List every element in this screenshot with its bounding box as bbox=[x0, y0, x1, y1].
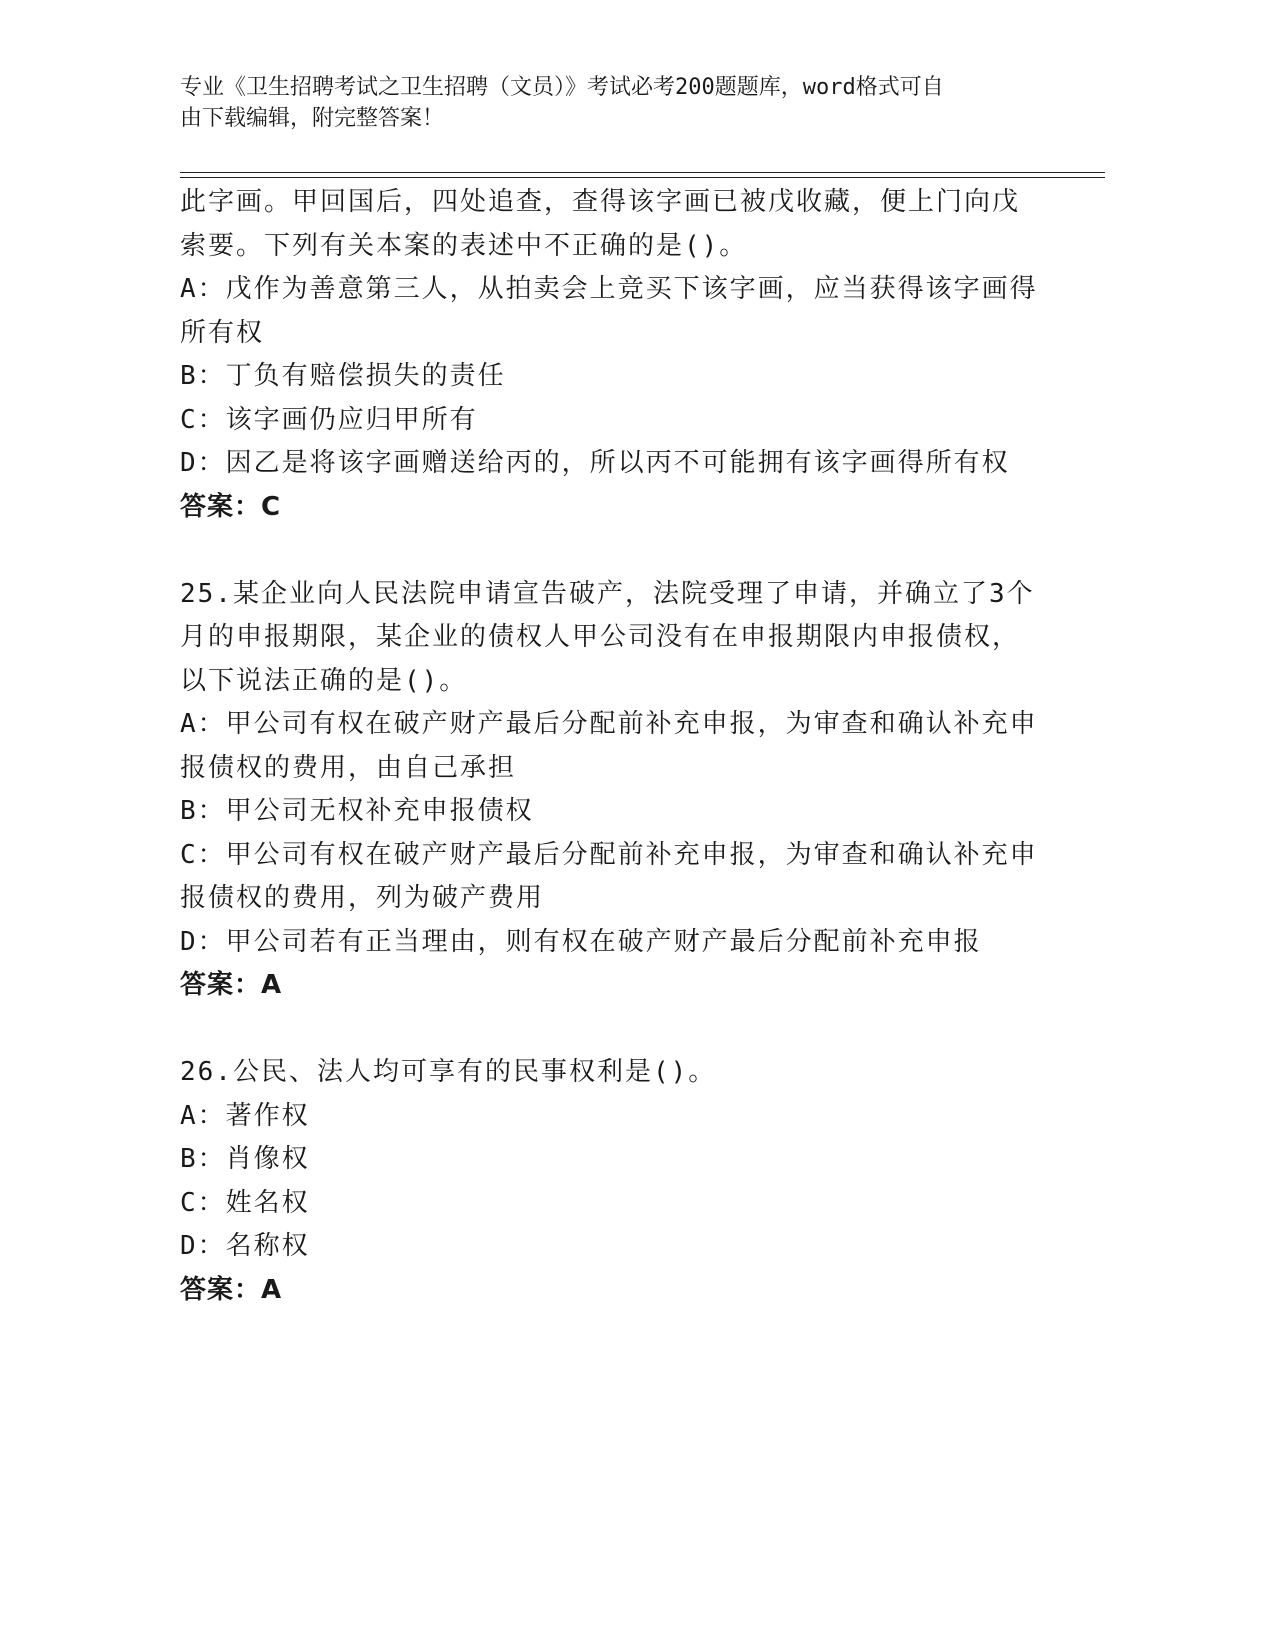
option-a-line: A：戊作为善意第三人，从拍卖会上竞买下该字画，应当获得该字画得 bbox=[180, 274, 1038, 304]
question-stem-line: 25.某企业向人民法院申请宣告破产，法院受理了申请，并确立了3个 bbox=[180, 578, 1035, 609]
option-b: B：甲公司无权补充申报债权 bbox=[180, 796, 534, 826]
question-24-continued bbox=[180, 181, 1050, 529]
option-c: C：该字画仍应归甲所有 bbox=[180, 404, 478, 435]
option-c-line: C：甲公司有权在破产财产最后分配前补充申报，为审查和确认补充申 bbox=[180, 839, 1038, 870]
option-d: D：甲公司若有正当理由，则有权在破产财产最后分配前补充申报 bbox=[180, 926, 982, 957]
question-stem-line: 此字画。甲回国后，四处追查，查得该字画已被戊收藏，便上门向戊 bbox=[180, 187, 1021, 217]
question-25 bbox=[180, 573, 1050, 1008]
option-a-line: 报债权的费用，由自己承担 bbox=[180, 752, 517, 783]
answer: 答案：A bbox=[180, 1274, 283, 1305]
header-rule-top bbox=[180, 172, 1105, 173]
option-b: B：丁负有赔偿损失的责任 bbox=[180, 361, 506, 391]
answer: 答案：A bbox=[180, 970, 283, 1000]
option-b: B：肖像权 bbox=[180, 1144, 310, 1174]
option-c: C：姓名权 bbox=[180, 1187, 310, 1218]
question-stem-line: 索要。下列有关本案的表述中不正确的是()。 bbox=[180, 230, 748, 261]
question-stem: 26.公民、法人均可享有的民事权利是()。 bbox=[180, 1057, 717, 1087]
header-line-2: 由下载编辑，附完整答案！ bbox=[180, 106, 445, 131]
option-a-line: A：甲公司有权在破产财产最后分配前补充申报，为审查和确认补充申 bbox=[180, 709, 1038, 739]
option-a-line: 所有权 bbox=[180, 317, 265, 348]
option-a: A：著作权 bbox=[180, 1100, 310, 1131]
question-stem-line: 以下说法正确的是()。 bbox=[180, 665, 468, 696]
answer: 答案：C bbox=[180, 491, 282, 522]
option-d: D：因乙是将该字画赠送给丙的，所以丙不可能拥有该字画得所有权 bbox=[180, 448, 1010, 478]
header-line-1: 专业《卫生招聘考试之卫生招聘（文员）》考试必考200题题库，word格式可自 bbox=[180, 75, 944, 100]
spacer bbox=[180, 529, 1050, 573]
option-d: D：名称权 bbox=[180, 1231, 310, 1261]
header-rule-bottom bbox=[180, 177, 1105, 178]
spacer bbox=[180, 1008, 1050, 1052]
document-body bbox=[180, 181, 1050, 1312]
question-26 bbox=[180, 1051, 1050, 1312]
document-header bbox=[180, 72, 1040, 134]
option-c-line: 报债权的费用，列为破产费用 bbox=[180, 883, 545, 913]
question-stem-line: 月的申报期限，某企业的债权人甲公司没有在申报期限内申报债权， bbox=[180, 622, 1021, 652]
